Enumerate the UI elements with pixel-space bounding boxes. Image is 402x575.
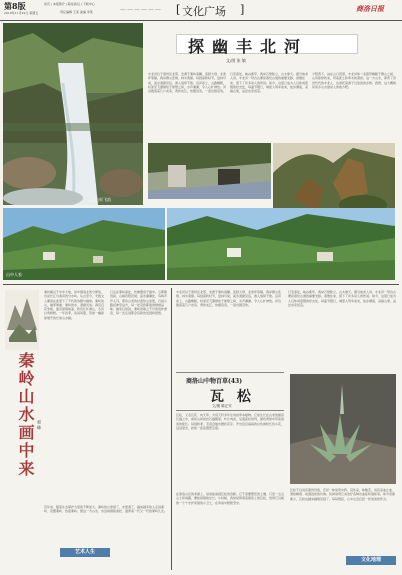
mountain-painting [5,290,39,350]
feature-body-col1: 丰北河位于商州区北部，发源于秦岭南麓，流经大荆、北宽坪等镇，两岸群山连绵，林木葱郁。每到深秋时节，层林尽染，溪水清澈见底，游人络绎不绝。沿河而上，山路蜿蜒，时而见飞瀑悬挂于崖壁之间，水声潺潺，令人心旷神怡。河边散落着几户农家，青砖灰瓦，炊烟袅袅，一派田园景象。 [148,72,226,94]
column-divider [171,288,172,570]
column-left-badge: 艺术人生 [60,548,110,557]
succulent-photo [290,374,396,484]
valley-photo [3,208,165,280]
waterfall-photo [3,23,143,205]
column-right-body-2: 在商洛山区的老屋上，常常能看到瓦松的身影。它不需要肥沃的土壤，只需一点点尘土和雨露，便能顽强地生长。小时候，我常常仰望着屋顶上的瓦松，觉得它们就像一个个守护家园的小卫士，在风雨中默默坚守。 [176,492,284,505]
column-left-author: 郭 峰 [37,420,42,430]
column-right-badge: 文化地理 [346,556,396,565]
valley-caption: 山中人家 [6,272,22,277]
cliff-photo [273,143,395,218]
editor-line: 责任编辑 王某 美编 李某 [60,10,93,14]
river-photo [148,143,271,199]
section-title: 文化广场 [182,5,226,18]
series-rule-top [176,372,284,373]
newspaper-logo: 商洛日报 [356,4,384,13]
feature-body-col2: 行至深处，峡谷渐窄，两岸石壁陡立，古木参天。据当地老人讲，丰北河一带自古便是商於古道的重要支脉，商旅往来，留下了许多动人的传说。如今，这里已成为人们休闲度假的好去处，每逢节假日，城里人驾车而来，徒步溯溪，采摘山果，品尝农家饭菜。 [230,72,308,94]
column-left-body-3: 近年来，随着生态保护力度的不断加大，秦岭的山更绿了，水更清了，越来越多的人走进秦岭、读懂秦岭、热爱秦岭。愿这一方山水，永远如画般美好，滋养着一代又一代的秦岭儿女。 [44,505,168,514]
bracket-right: ] [240,3,245,16]
column-right-author: 文/图 陈正安 [212,404,232,408]
page-number: 第8版 [4,1,26,11]
column-left-body-2: 行走在秦岭深处，仿佛置身于画中。云雾缭绕间，山峰若隐若现；溪水潺潺处，鸟鸣声声入耳。那些古老的村落依山而建，石板小路延伸至远方，每一处景致都值得细细品味。画家们常说，秦岭是取之不尽的创作源泉，每一次走进都会有新的发现和感悟。 [110,290,168,316]
feature-byline: 文/图 张 敏 [226,58,246,63]
column-right-title: 瓦 松 [210,389,255,405]
issue-date: 2019年11月22日 星期五 [4,11,39,15]
feature-title: 探幽丰北河 [188,37,309,56]
series-title: 商洛山中物百草(43) [186,378,243,385]
series-rule-bottom [176,410,284,411]
column-left-title: 秦岭山水画中来 [16,352,35,478]
column-left-body-1: 秦岭横亘于中华大地，是中国南北的分界线，也是长江与黄河的分水岭。从古至今，无数文人墨客在此留下了不朽的诗篇与画卷。秦岭的山，雄浑厚重；秦岭的水，清澈灵动。春有百花争艳，夏有绿荫如盖，秋有红叶满山，冬有白雪皑皑。一年四季，各具风姿，宛如一幅徐徐展开的长卷山水画。 [44,290,105,320]
column-right-body-1: 瓦松，又名瓦花、向天草，为景天科多年生肉质草本植物。它常生长在古老的屋顶瓦缝之中，或是山间的岩石缝隙里。叶片肉质，呈莲座状排列，颜色青绿中带着淡淡的紫红。每到秋季，茎顶会抽出穗状花序，开出密密麻麻的白色或粉红色小花，远远望去，犹如一座座微型宝塔。 [176,413,284,430]
village-photo [167,208,395,280]
column-right-body-3: 瓦松不仅具有观赏价值，还是一味常用中药。其性凉，味酸苦，具有凉血止血、清热解毒、收湿敛疮的功效。民间常用它来治疗各种出血症和湿疹等。如今老屋渐少，瓦松也越来越难见到了，每每想起，心中总会泛起一丝淡淡的怀念。 [290,488,396,501]
feature-body-col3: 夕阳西下，站在山口回望，丰北河如一条银带蜿蜒于群山之间，山风徐徐吹来，带着泥土和草木的清香。这一方山水，养育了世世代代的丰北人，也寄托着游子们浓浓的乡愁。我想，这大概就是家乡山水最动人的地方吧。 [312,72,397,89]
section-divider [3,284,399,285]
header-dashes: —————— [120,6,162,13]
column-right-intro-2: 行至深处，峡谷渐窄，两岸石壁陡立，古木参天。据当地老人讲，丰北河一带自古便是商於古道的重要支脉，商旅往来，留下了许多动人的传说。如今，这里已成为人们休闲度假的好去处，每逢节假日，城里人驾车而来，徒步溯溪，采摘山果，品尝农家饭菜。 [288,290,396,307]
waterfall-caption: 山泉飞流 [95,197,111,202]
header-nav[interactable]: 首页 | 本报简介 | 联系我们 | 下载中心 [44,2,95,6]
bracket-left: [ [176,3,181,16]
column-right-intro-1: 丰北河位于商州区北部，发源于秦岭南麓，流经大荆、北宽坪等镇，两岸群山连绵，林木葱郁。每到深秋时节，层林尽染，溪水清澈见底，游人络绎不绝。沿河而上，山路蜿蜒，时而见飞瀑悬挂于崖壁之间，水声潺潺，令人心旷神怡。河边散落着几户农家，青砖灰瓦，炊烟袅袅，一派田园景象。 [176,290,282,307]
